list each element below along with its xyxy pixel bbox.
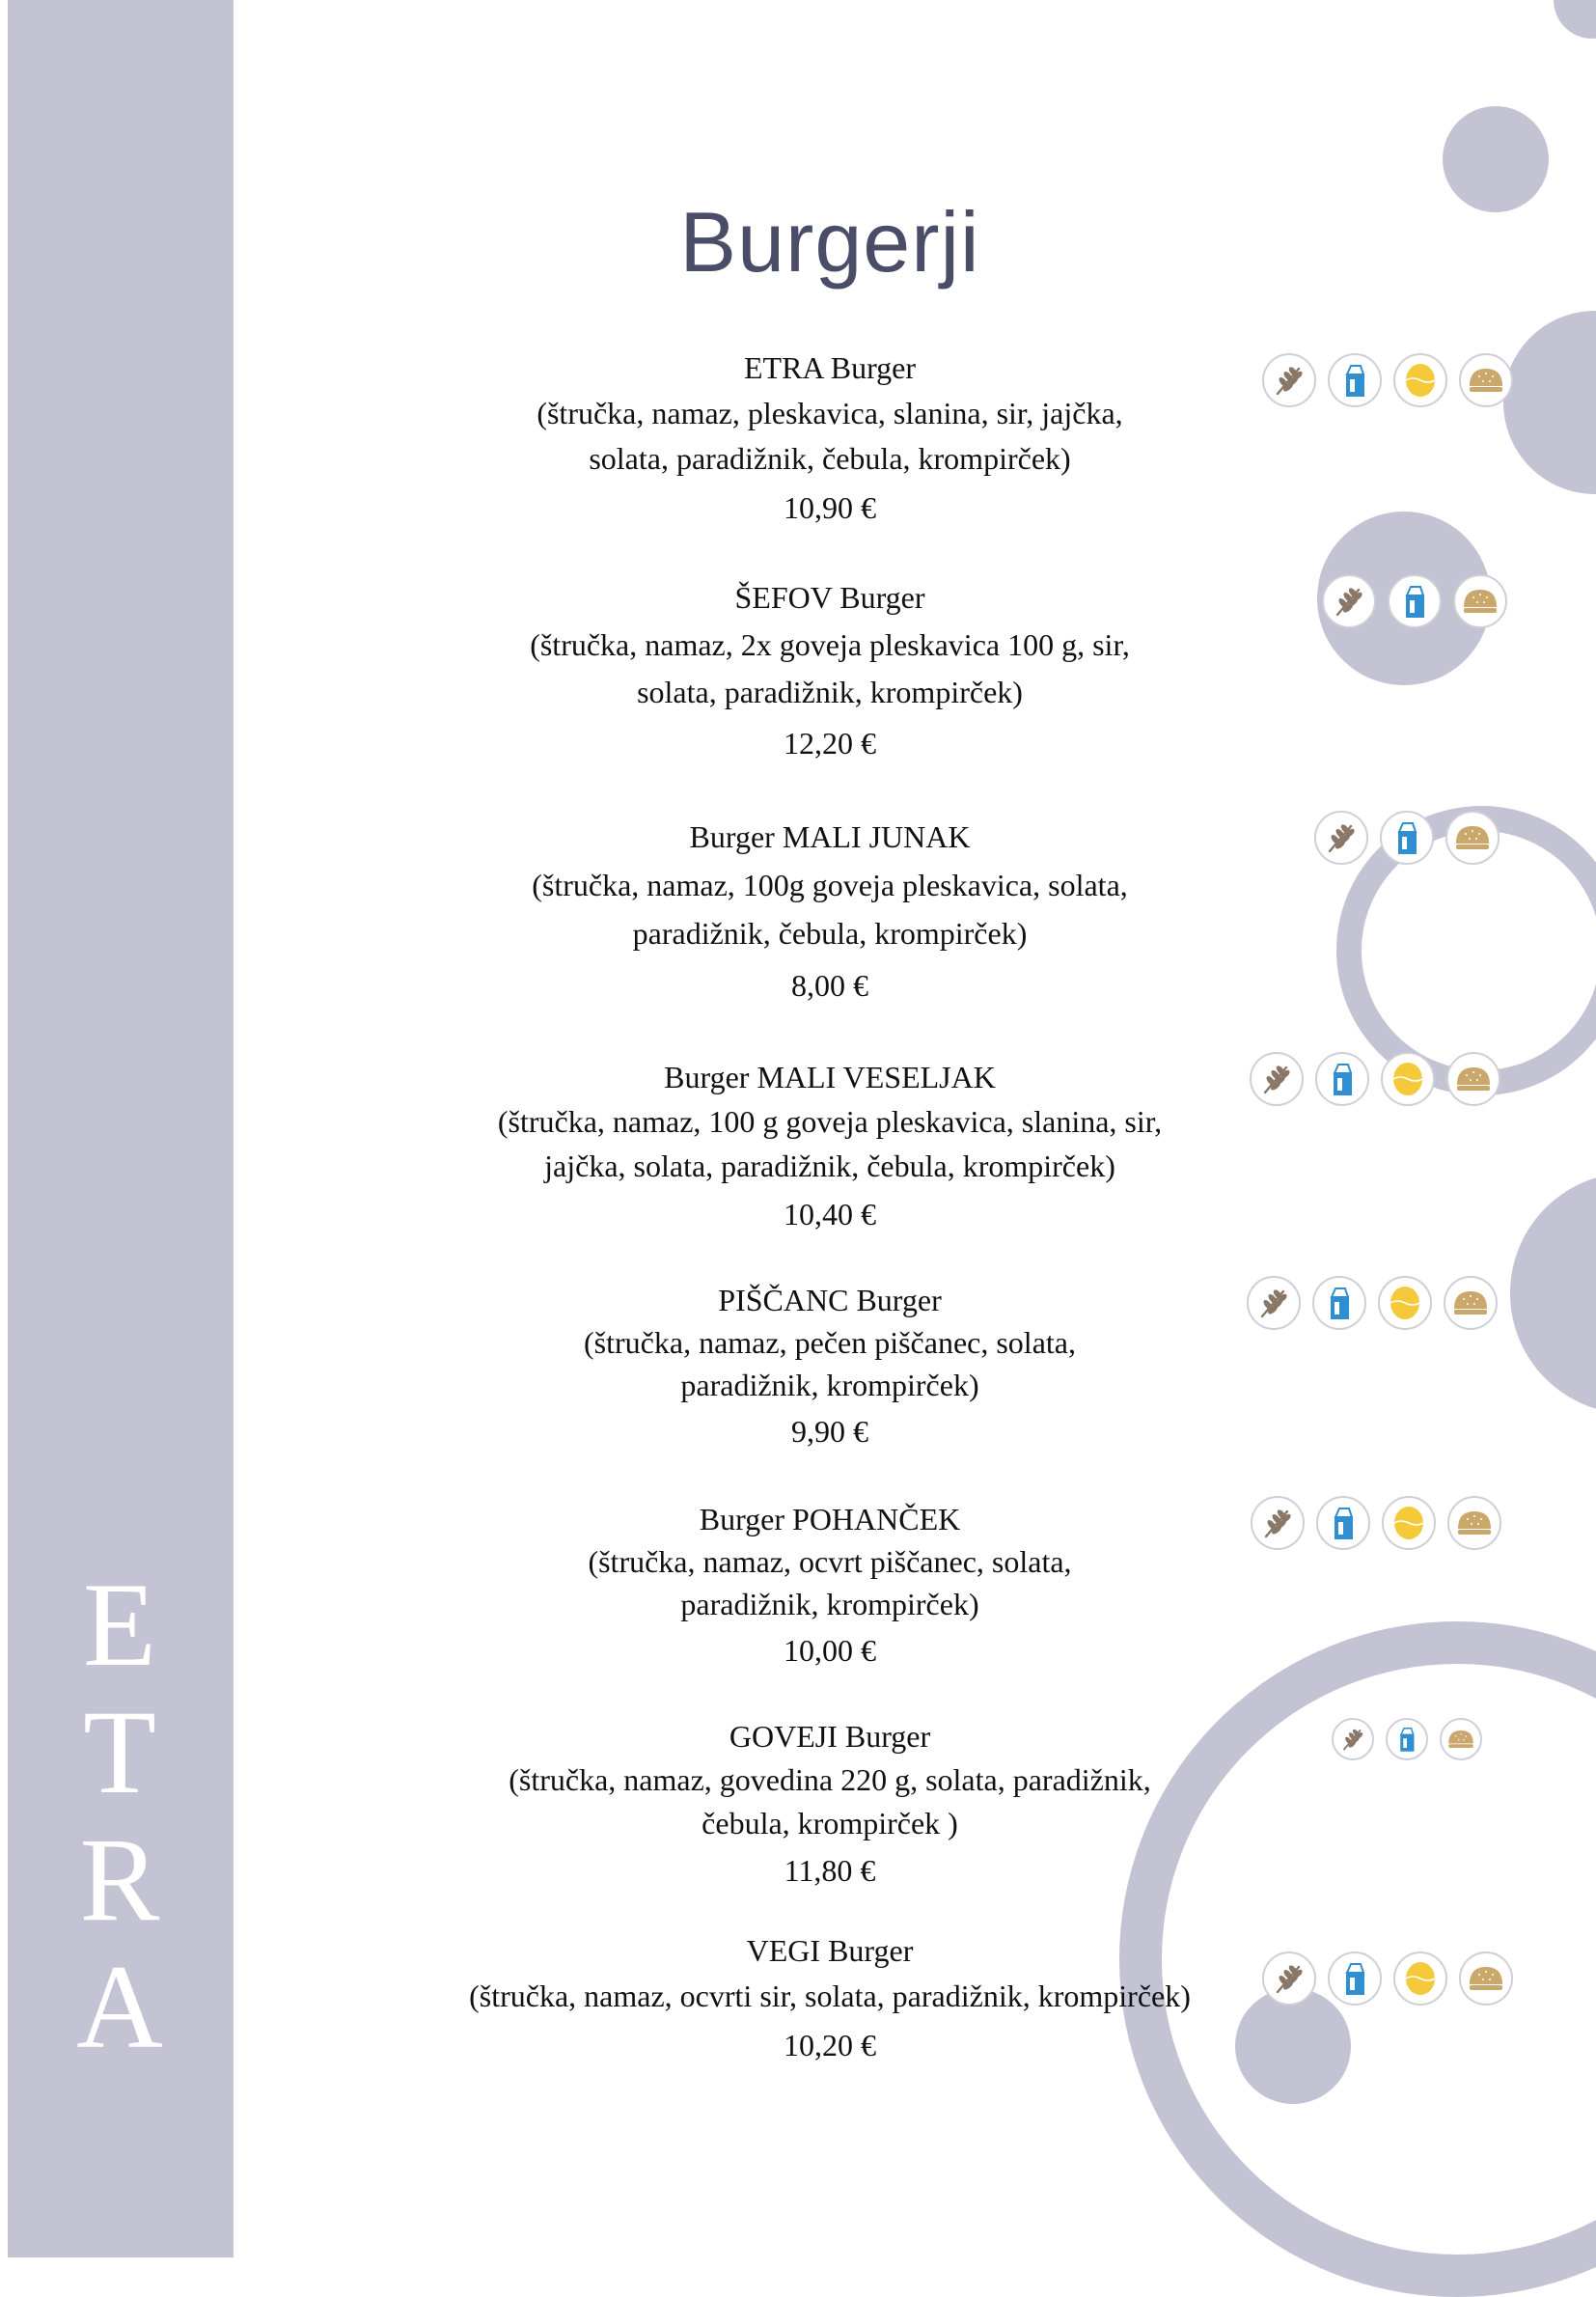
decorative-circle bbox=[1554, 0, 1596, 39]
item-name: ŠEFOV Burger bbox=[734, 580, 925, 615]
milk-carton-icon bbox=[1328, 1951, 1382, 2006]
wheat-icon bbox=[1262, 1951, 1316, 2006]
item-description-line: (štručka, namaz, govedina 220 g, solata, paradižnik, bbox=[509, 1762, 1151, 1797]
milk-carton-icon bbox=[1388, 574, 1442, 628]
menu-item bbox=[386, 1055, 1274, 1236]
wheat-icon bbox=[1314, 811, 1368, 865]
decorative-circle bbox=[1503, 311, 1596, 494]
sesame-bun-icon bbox=[1445, 811, 1500, 865]
allergen-icons bbox=[1262, 1951, 1513, 2006]
allergen-icons bbox=[1322, 574, 1507, 628]
item-description-line: (štručka, namaz, 2x goveja pleskavica 100 g, sir, bbox=[530, 627, 1130, 662]
page-title: Burgerji bbox=[679, 194, 980, 290]
allergen-icons bbox=[1332, 1718, 1482, 1760]
item-description-line: (štručka, namaz, ocvrt piščanec, solata, bbox=[588, 1544, 1072, 1579]
milk-carton-icon bbox=[1312, 1276, 1366, 1330]
allergen-icons bbox=[1314, 811, 1500, 865]
item-name: PIŠČANC Burger bbox=[718, 1283, 942, 1317]
wheat-icon bbox=[1251, 1496, 1305, 1550]
item-description-line: solata, paradižnik, krompirček) bbox=[637, 675, 1023, 709]
sidebar-letter: T bbox=[83, 1686, 158, 1818]
item-price: 10,20 € bbox=[784, 2028, 876, 2062]
item-description-line: paradižnik, krompirček) bbox=[680, 1368, 979, 1402]
item-description-line: čebula, krompirček ) bbox=[702, 1806, 958, 1840]
sesame-bun-icon bbox=[1459, 353, 1513, 407]
sesame-bun-icon bbox=[1446, 1052, 1500, 1106]
sesame-bun-icon bbox=[1459, 1951, 1513, 2006]
menu-item bbox=[386, 346, 1274, 531]
item-description-line: (štručka, namaz, pleskavica, slanina, sir, jajčka, bbox=[537, 396, 1123, 430]
item-name: Burger MALI VESELJAK bbox=[664, 1060, 996, 1094]
item-description-line: solata, paradižnik, čebula, krompirček) bbox=[589, 441, 1071, 476]
menu-item bbox=[386, 1498, 1274, 1672]
egg-icon bbox=[1382, 1496, 1436, 1550]
allergen-icons bbox=[1251, 1496, 1501, 1550]
decorative-circle bbox=[1510, 1173, 1596, 1414]
item-description-line: paradižnik, čebula, krompirček) bbox=[632, 916, 1028, 951]
allergen-icons bbox=[1262, 353, 1513, 407]
wheat-icon bbox=[1250, 1052, 1304, 1106]
menu-item bbox=[386, 1279, 1274, 1453]
sidebar-letter: A bbox=[76, 1941, 165, 2073]
sesame-bun-icon bbox=[1444, 1276, 1498, 1330]
item-name: ETRA Burger bbox=[743, 350, 917, 385]
menu-item bbox=[386, 574, 1274, 767]
allergen-icons bbox=[1247, 1276, 1498, 1330]
item-name: Burger MALI JUNAK bbox=[689, 819, 971, 854]
sidebar-letter: R bbox=[79, 1813, 162, 1946]
wheat-icon bbox=[1322, 574, 1376, 628]
menu-item bbox=[386, 1715, 1274, 1893]
menu-item bbox=[386, 813, 1274, 1010]
milk-carton-icon bbox=[1386, 1718, 1428, 1760]
wheat-icon bbox=[1247, 1276, 1301, 1330]
item-name: Burger POHANČEK bbox=[699, 1502, 961, 1536]
egg-icon bbox=[1378, 1276, 1432, 1330]
menu-item bbox=[386, 1928, 1274, 2068]
item-price: 10,40 € bbox=[784, 1197, 876, 1232]
item-description-line: (štručka, namaz, ocvrti sir, solata, paradižnik, krompirček) bbox=[469, 1979, 1191, 2013]
egg-icon bbox=[1393, 1951, 1447, 2006]
item-price: 10,90 € bbox=[784, 490, 876, 525]
item-description-line: paradižnik, krompirček) bbox=[680, 1587, 979, 1621]
sesame-bun-icon bbox=[1453, 574, 1507, 628]
item-description-line: jajčka, solata, paradižnik, čebula, krompirček) bbox=[544, 1148, 1115, 1183]
item-price: 12,20 € bbox=[784, 726, 876, 761]
item-price: 10,00 € bbox=[784, 1633, 876, 1668]
item-price: 11,80 € bbox=[784, 1853, 876, 1888]
milk-carton-icon bbox=[1380, 811, 1434, 865]
item-description-line: (štručka, namaz, 100 g goveja pleskavica, slanina, sir, bbox=[497, 1104, 1163, 1139]
item-price: 9,90 € bbox=[791, 1414, 868, 1449]
wheat-icon bbox=[1332, 1718, 1374, 1760]
sesame-bun-icon bbox=[1440, 1718, 1482, 1760]
item-name: GOVEJI Burger bbox=[729, 1719, 931, 1754]
milk-carton-icon bbox=[1316, 1496, 1370, 1550]
milk-carton-icon bbox=[1328, 353, 1382, 407]
allergen-icons bbox=[1250, 1052, 1500, 1106]
sidebar-letter: E bbox=[83, 1559, 158, 1691]
egg-icon bbox=[1393, 353, 1447, 407]
sesame-bun-icon bbox=[1447, 1496, 1501, 1550]
item-name: VEGI Burger bbox=[746, 1933, 914, 1968]
wheat-icon bbox=[1262, 353, 1316, 407]
item-description-line: (štručka, namaz, pečen piščanec, solata, bbox=[584, 1325, 1076, 1360]
item-price: 8,00 € bbox=[791, 968, 868, 1003]
item-description-line: (štručka, namaz, 100g goveja pleskavica, solata, bbox=[532, 868, 1128, 902]
egg-icon bbox=[1381, 1052, 1435, 1106]
sidebar-logo-letters bbox=[8, 1559, 234, 2073]
milk-carton-icon bbox=[1315, 1052, 1369, 1106]
decorative-circle bbox=[1443, 106, 1549, 212]
